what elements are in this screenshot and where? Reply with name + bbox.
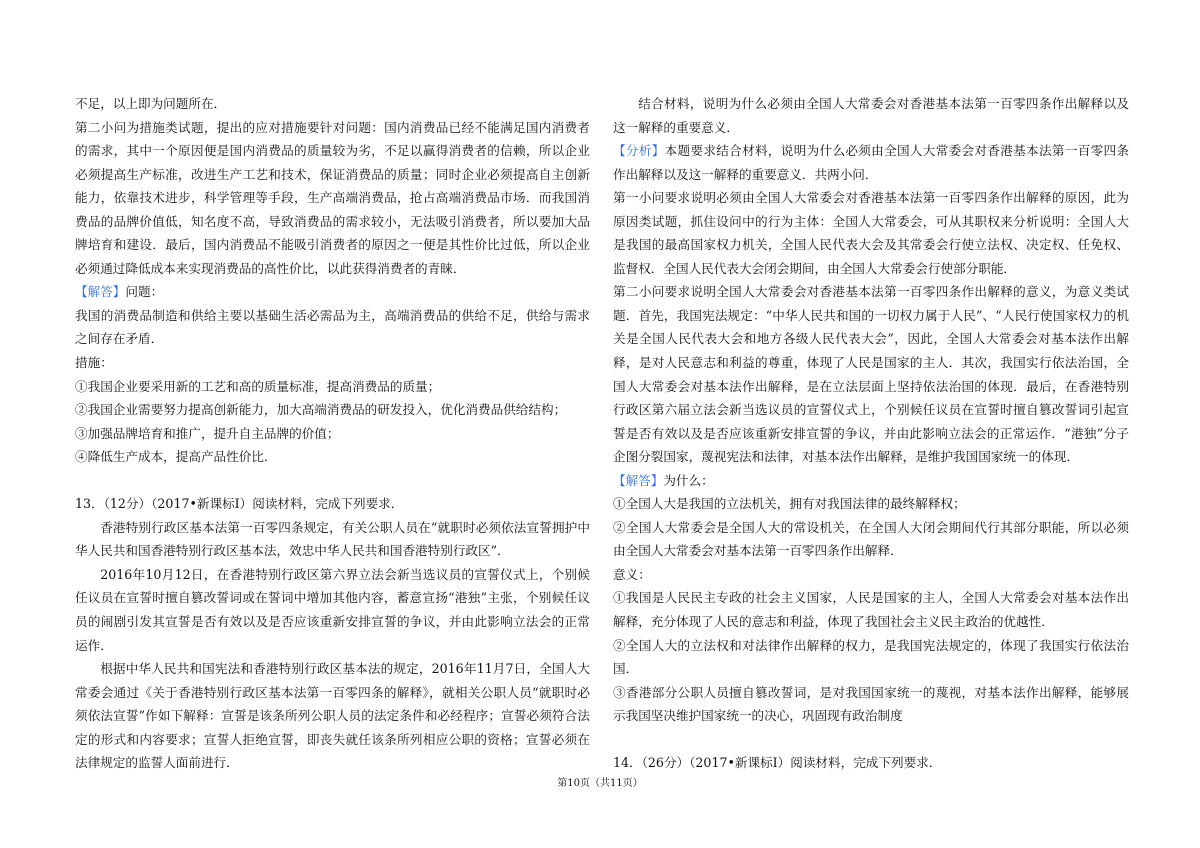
analysis-first-part: 第一小问要求说明必须由全国人大常委会对香港基本法第一百零四条作出解释的原因，此为原因类试题，抓住设问中的行为主体：全国人大常委会，可从其职权来分析说明：全国人大是我国的最高国家权力机关，全国人民代表大会及其常委会行使立法权、决定权、任免权、监督权．全国人民代表大会闭会期间，由全国人大常委会行使部分职能．: [613, 190, 1129, 276]
answer-tag: 【解答】: [613, 472, 664, 488]
answer-text: 为什么：: [663, 472, 714, 488]
why-2: ②全国人大常委会是全国人大的常设机关，在全国人大闭会期间代行其部分职能，所以必须由全国人大常委会对基本法第一百零四条作出解释．: [613, 519, 1129, 559]
left-p1: 不足，以上即为问题所在．: [75, 96, 227, 111]
measure-4: ④降低生产成本，提高产品性价比．: [75, 449, 277, 465]
q13-material-3: 根据中华人民共和国宪法和香港特别行政区基本法的规定，2016年11月7日，全国人大常委会通过《关于香港特别行政区基本法第一百零四条的解释》，就相关公职人员“就职时必须依法宣誓”作如下解释：宣誓是该条所列公职人员的法定条件和必经程序；宣誓必须符合法定的形式和内容要求；宣誓人拒绝宣誓，即丧失就任该条所列相应公职的资格；宣誓必须在法律规定的监誓人面前进行．: [75, 661, 590, 771]
right-column: [613, 92, 1129, 775]
meaning-3: ③香港部分公职人员擅自篡改誓词，是对我国国家统一的蔑视，对基本法作出解释，能够展示我国坚决维护国家统一的决心，巩固现有政治制度: [613, 684, 1129, 724]
question-13-header: 13．（12分）（2017•新课标Ⅰ）阅读材料，完成下列要求．: [75, 496, 404, 512]
measure-1: ①我国企业要采用新的工艺和高的质量标准，提高消费品的质量；: [75, 378, 441, 394]
problem-paragraph: 我国的消费品制造和供给主要以基础生活必需品为主，高端消费品的供给不足，供给与需求之间存在矛盾．: [75, 307, 590, 347]
page-number: 第10页（共11页）: [557, 778, 643, 789]
measures-label: 措施：: [75, 355, 113, 371]
analysis-line: [613, 139, 1129, 186]
meaning-label: 意义：: [613, 566, 651, 582]
question-14-header: 14．（26分）（2017•新课标Ⅰ）阅读材料，完成下列要求．: [613, 755, 942, 771]
spacer: [75, 469, 590, 493]
spacer: [613, 728, 1129, 752]
measure-3: ③加强品牌培育和推广，提升自主品牌的价值；: [75, 425, 340, 441]
analysis-text: 本题要求结合材料，说明为什么必须由全国人大常委会对香港基本法第一百零四条作出解释以及这一解释的重要意义．共两小问．: [613, 143, 1130, 182]
left-column: [75, 92, 590, 775]
why-1: ①全国人大是我国的立法机关，拥有对我国法律的最终解释权；: [613, 496, 966, 512]
q13-question: 结合材料，说明为什么必须由全国人大常委会对香港基本法第一百零四条作出解释以及这一解释的重要意义．: [613, 96, 1129, 135]
meaning-2: ②全国人大的立法权和对法律作出解释的权力，是我国宪法规定的，体现了我国实行依法治国．: [613, 637, 1129, 677]
answer-text: 问题：: [125, 284, 164, 300]
analysis-tag: 【分析】: [613, 143, 665, 159]
q13-material-1: 香港特别行政区基本法第一百零四条规定，有关公职人员在“就职时必须依法宣誓拥护中华人民共和国香港特别行政区基本法，效忠中华人民共和国香港特别行政区”．: [75, 519, 590, 559]
answer-tag: 【解答】: [75, 284, 126, 300]
answer-line: [613, 469, 1129, 493]
measure-2: ②我国企业需要努力提高创新能力，加大高端消费品的研发投入，优化消费品供给结构；: [75, 402, 567, 418]
meaning-1: ①我国是人民民主专政的社会主义国家，人民是国家的主人，全国人大常委会对基本法作出解释，充分体现了人民的意志和利益，体现了我国社会主义民主政治的优越性．: [613, 590, 1129, 630]
analysis-measures-paragraph: 第二小问为措施类试题，提出的应对措施要针对问题：国内消费品已经不能满足国内消费者的需求，其中一个原因便是国内消费品的质量较为劣，不足以赢得消费者的信赖，所以企业必须提高生产标准，改进生产工艺和技术，保证消费品的质量；同时企业必须提高自主创新能力，依靠技术进步，科学管理等手段，生产高端消费品，抢占高端消费品市场．而我国消费品的品牌价值低，知名度不高，导致消费品的需求较小，无法吸引消费者，所以要加大品牌培育和建设．最后，国内消费品不能吸引消费者的原因之一便是其性价比过低，所以企业必须通过降低成本来实现消费品的高性价比，以此获得消费者的青睐．: [75, 119, 590, 276]
analysis-second-part: 第二小问要求说明全国人大常委会对香港基本法第一百零四条作出解释的意义，为意义类试题．首先，我国宪法规定：“中华人民共和国的一切权力属于人民”、“人民行使国家权力的机关是全国人民代表大会和地方各级人民代表大会”，因此，全国人大常委会对基本法作出解释，是对人民意志和利益的尊重，体现了人民是国家的主人．其次，我国实行依法治国，全国人大常委会对基本法作出解释，是在立法层面上坚持依法治国的体现．最后，在香港特别行政区第六届立法会新当选议员的宣誓仪式上，个别候任议员在宣誓时擅自篡改誓词引起宣誓是否有效以及是否应该重新安排宣誓的争议，并由此影响立法会的正常运作．“港独”分子企图分裂国家，蔑视宪法和法律，对基本法作出解释，是维护我国国家统一的体现．: [613, 284, 1129, 465]
answer-line: [75, 280, 590, 304]
q13-material-2: 2016年10月12日，在香港特别行政区第六界立法会新当选议员的宣誓仪式上，个别候任议员在宣誓时擅自篡改誓词或在誓词中增加其他内容，蓄意宣扬“港独”主张，个别候任议员的闹剧引发其宣誓是否有效以及是否应该重新安排宣誓的争议，并由此影响立法会的正常运作．: [75, 566, 590, 653]
